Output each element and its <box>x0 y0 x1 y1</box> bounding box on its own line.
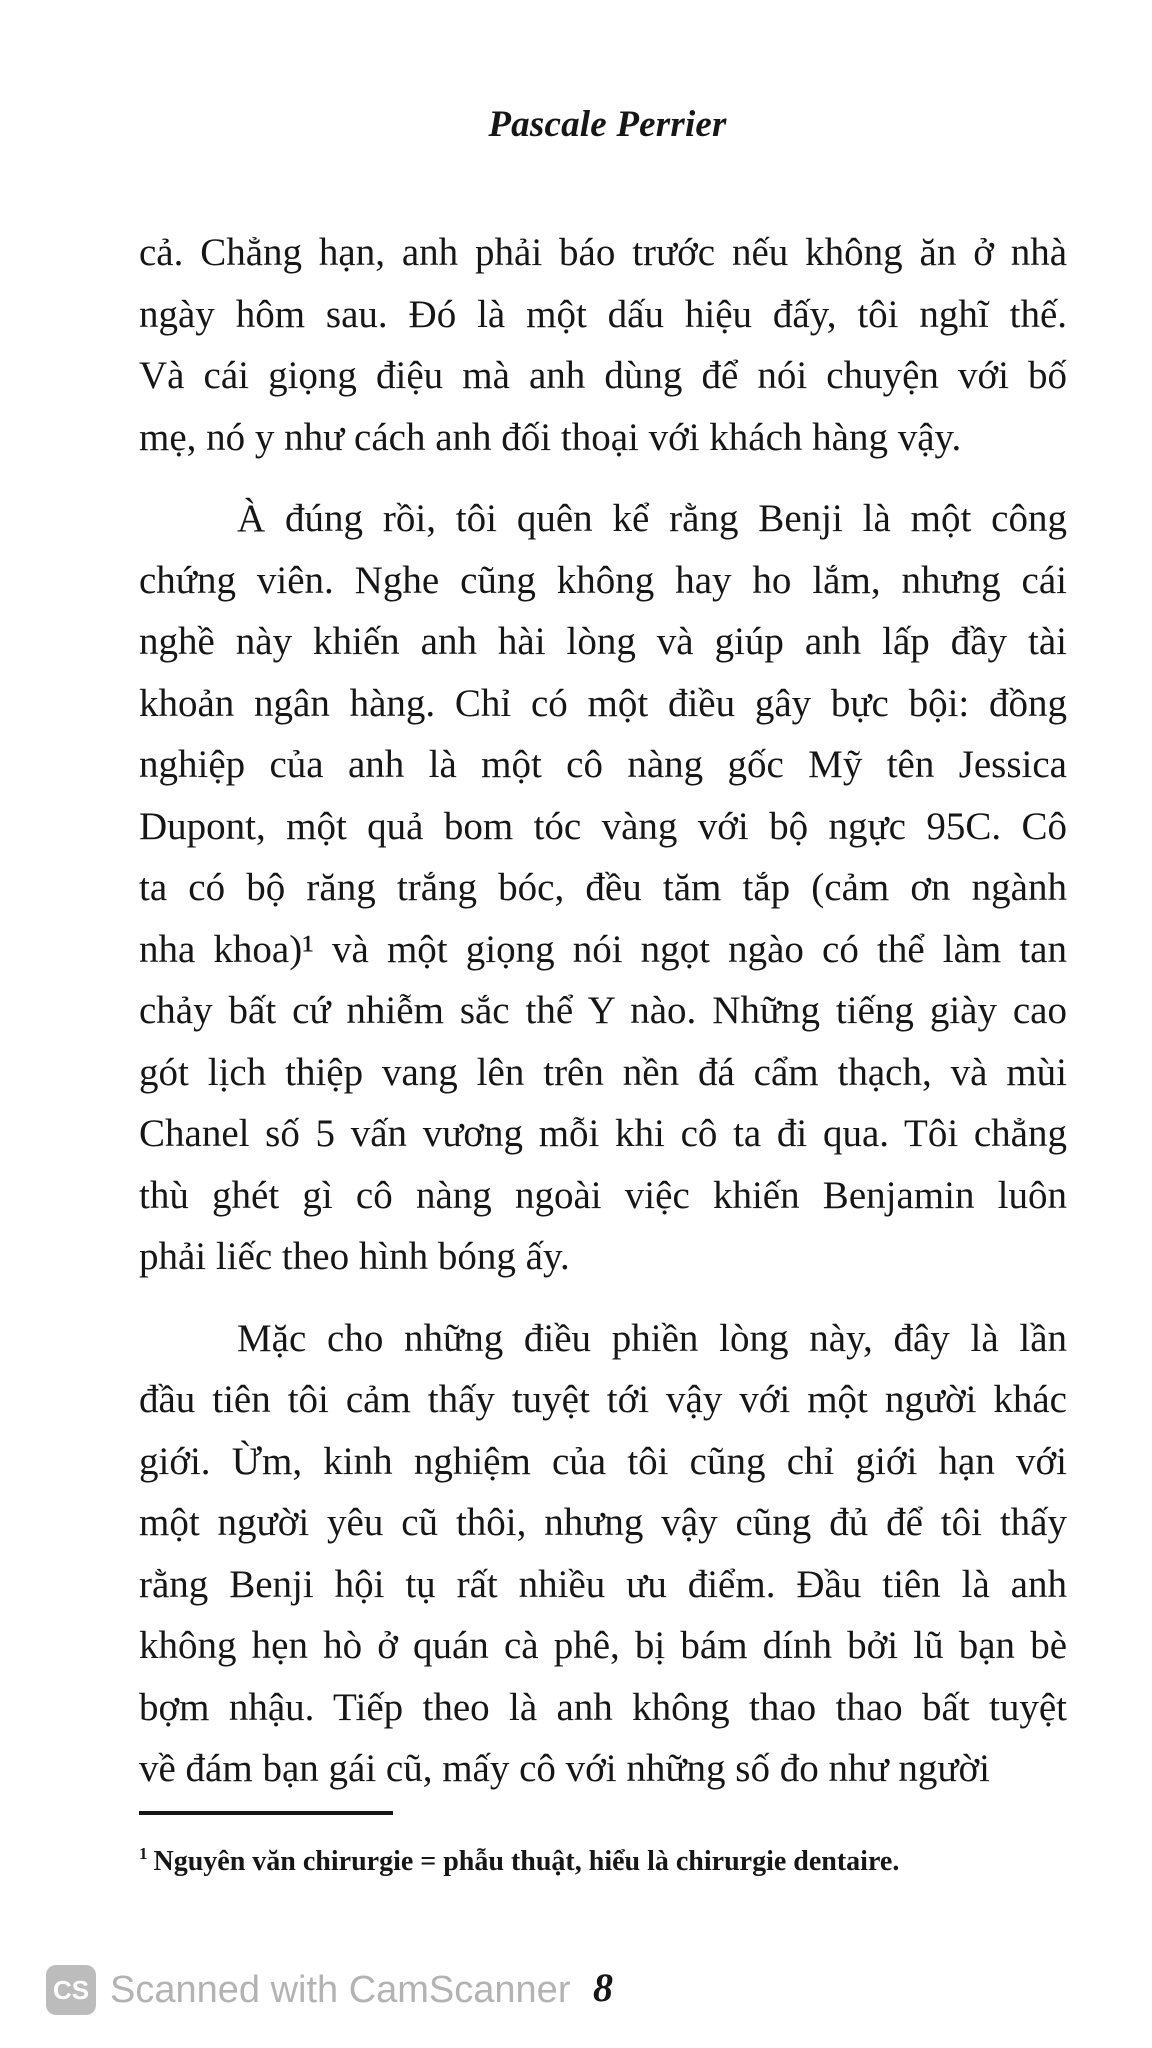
text-line: nghề này khiến anh hài lòng và giúp anh lấp đầy tài <box>139 620 1067 663</box>
footnote-rule <box>139 1811 393 1815</box>
text-line: nghiệp của anh là một cô nàng gốc Mỹ tên Jessica <box>139 743 1067 786</box>
text-line: ngày hôm sau. Đó là một dấu hiệu đấy, tôi nghĩ thế. <box>139 292 1067 336</box>
text-line: đầu tiên tôi cảm thấy tuyệt tới vậy với một người khác <box>139 1378 1067 1421</box>
paragraph <box>139 1308 1067 1800</box>
text-line: Và cái giọng điệu mà anh dùng để nói chuyện với bố <box>139 354 1067 397</box>
text-line: cả. Chẳng hạn, anh phải báo trước nếu không ăn ở nhà <box>139 231 1067 274</box>
text-line: phải liếc theo hình bóng ấy. <box>139 1235 570 1278</box>
paragraph-gap <box>139 1288 1067 1308</box>
body-text <box>139 222 1067 1800</box>
page-number: 8 <box>593 1965 613 2010</box>
footnote-text: Nguyên văn chirurgie = phẫu thuật, hiểu là chirurgie dentaire. <box>153 1846 900 1877</box>
footnote-marker: 1 <box>139 1844 148 1863</box>
paragraph <box>139 488 1067 1288</box>
text-line: nha khoa)¹ và một giọng nói ngọt ngào có thể làm tan <box>139 927 1067 971</box>
text-line: mẹ, nó y như cách anh đối thoại với khách hàng vậy. <box>139 415 962 459</box>
text-line: thù ghét gì cô nàng ngoài việc khiến Benjamin luôn <box>139 1173 1067 1217</box>
text-line: chảy bất cứ nhiễm sắc thể Y nào. Những tiếng giày cao <box>139 989 1067 1032</box>
text-line: Dupont, một quả bom tóc vàng với bộ ngực 95C. Cô <box>139 804 1067 848</box>
paragraph <box>139 222 1067 468</box>
text-line: khoản ngân hàng. Chỉ có một điều gây bực bội: đồng <box>139 681 1067 725</box>
footnote <box>139 1836 1067 1880</box>
text-line: bợm nhậu. Tiếp theo là anh không thao thao bất tuyệt <box>139 1685 1067 1729</box>
text-line: Chanel số 5 vấn vương mỗi khi cô ta đi qua. Tôi chẳng <box>139 1112 1067 1155</box>
text-line: giới. Ừm, kinh nghiệm của tôi cũng chỉ giới hạn với <box>139 1439 1067 1483</box>
text-line: À đúng rồi, tôi quên kể rằng Benji là một công <box>237 497 1067 540</box>
text-line: không hẹn hò ở quán cà phê, bị bám dính bởi lũ bạn bè <box>139 1624 1067 1667</box>
text-line: về đám bạn gái cũ, mấy cô với những số đo như người <box>139 1747 990 1790</box>
text-line: gót lịch thiệp vang lên trên nền đá cẩm thạch, và mùi <box>139 1050 1067 1094</box>
watermark-text: Scanned with CamScanner <box>110 1968 571 2011</box>
camscanner-logo-icon: CS <box>46 1965 96 2015</box>
text-line: Mặc cho những điều phiền lòng này, đây là lần <box>237 1316 1067 1360</box>
text-line: rằng Benji hội tụ rất nhiều ưu điểm. Đầu tiên là anh <box>139 1562 1067 1606</box>
text-line: một người yêu cũ thôi, nhưng vậy cũng đủ để tôi thấy <box>139 1501 1067 1544</box>
camscanner-watermark <box>46 1962 570 2018</box>
paragraph-gap <box>139 468 1067 488</box>
text-line: ta có bộ răng trắng bóc, đều tăm tắp (cảm ơn ngành <box>139 866 1067 909</box>
running-header: Pascale Perrier <box>488 104 727 145</box>
text-line: chứng viên. Nghe cũng không hay ho lắm, nhưng cái <box>139 558 1067 602</box>
